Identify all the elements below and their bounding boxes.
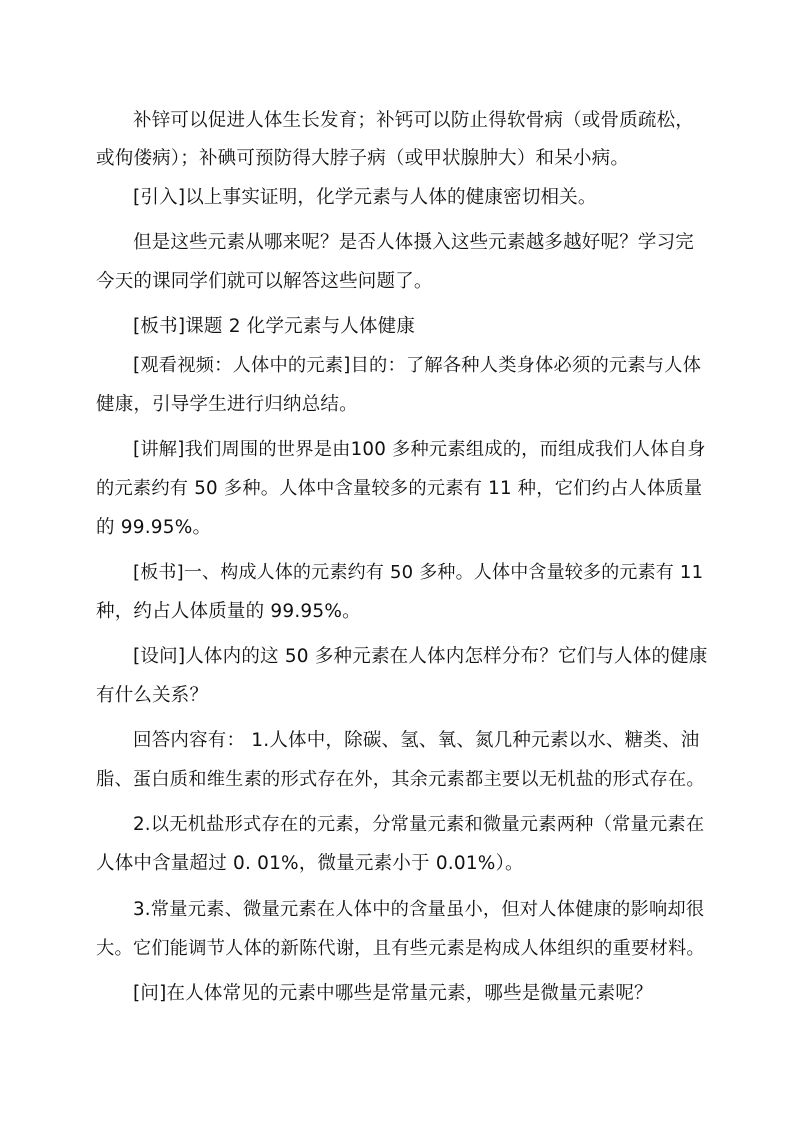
paragraph-line: 或佝偻病）；补碘可预防得大脖子病（或甲状腺肿大）和呆小病。 <box>96 148 630 169</box>
paragraph-line: 回答内容有： 1.人体中，除碳、氢、氧、氮几种元素以水、糖类、油 <box>133 730 700 751</box>
paragraph-line: [观看视频：人体中的元素]目的：了解各种人类身体必须的元素与人体 <box>133 355 702 376</box>
paragraph-line: [问]在人体常见的元素中哪些是常量元素，哪些是微量元素呢？ <box>133 983 653 1004</box>
paragraph-line: [板书]一、构成人体的元素约有 50 多种。人体中含量较多的元素有 11 <box>133 562 704 583</box>
paragraph-line: 大。它们能调节人体的新陈代谢，且有些元素是构成人体组织的重要材料。 <box>96 938 705 959</box>
paragraph-line: 健康，引导学生进行归纳总结。 <box>96 394 358 415</box>
paragraph-line: [设问]人体内的这 50 多种元素在人体内怎样分布？它们与人体的健康 <box>133 646 708 667</box>
paragraph-line: 人体中含量超过 0. 01%，微量元素小于 0.01%）。 <box>96 853 524 874</box>
paragraph-line: [讲解]我们周围的世界是由100 多种元素组成的，而组成我们人体自身 <box>133 439 706 460</box>
paragraph-line: 的元素约有 50 多种。人体中含量较多的元素有 11 种，它们约占人体质量 <box>96 478 703 499</box>
paragraph-line: [引入]以上事实证明，化学元素与人体的健康密切相关。 <box>133 187 597 208</box>
paragraph-line: 的 99.95%。 <box>96 517 212 538</box>
paragraph-line: 今天的课同学们就可以解答这些问题了。 <box>96 271 433 292</box>
paragraph-line: [板书]课题 2 化学元素与人体健康 <box>133 316 416 337</box>
paragraph-line: 补锌可以促进人体生长发育；补钙可以防止得软骨病（或骨质疏松， <box>133 110 695 131</box>
paragraph-line: 有什么关系？ <box>96 685 209 706</box>
paragraph-line: 但是这些元素从哪来呢？是否人体摄入这些元素越多越好呢？学习完 <box>133 232 695 253</box>
paragraph-line: 脂、蛋白质和维生素的形式存在外，其余元素都主要以无机盐的形式存在。 <box>96 769 705 790</box>
paragraph-line: 2.以无机盐形式存在的元素，分常量元素和微量元素两种（常量元素在 <box>133 814 705 835</box>
paragraph-line: 3.常量元素、微量元素在人体中的含量虽小，但对人体健康的影响却很 <box>133 899 705 920</box>
paragraph-line: 种，约占人体质量的 99.95%。 <box>96 601 361 622</box>
